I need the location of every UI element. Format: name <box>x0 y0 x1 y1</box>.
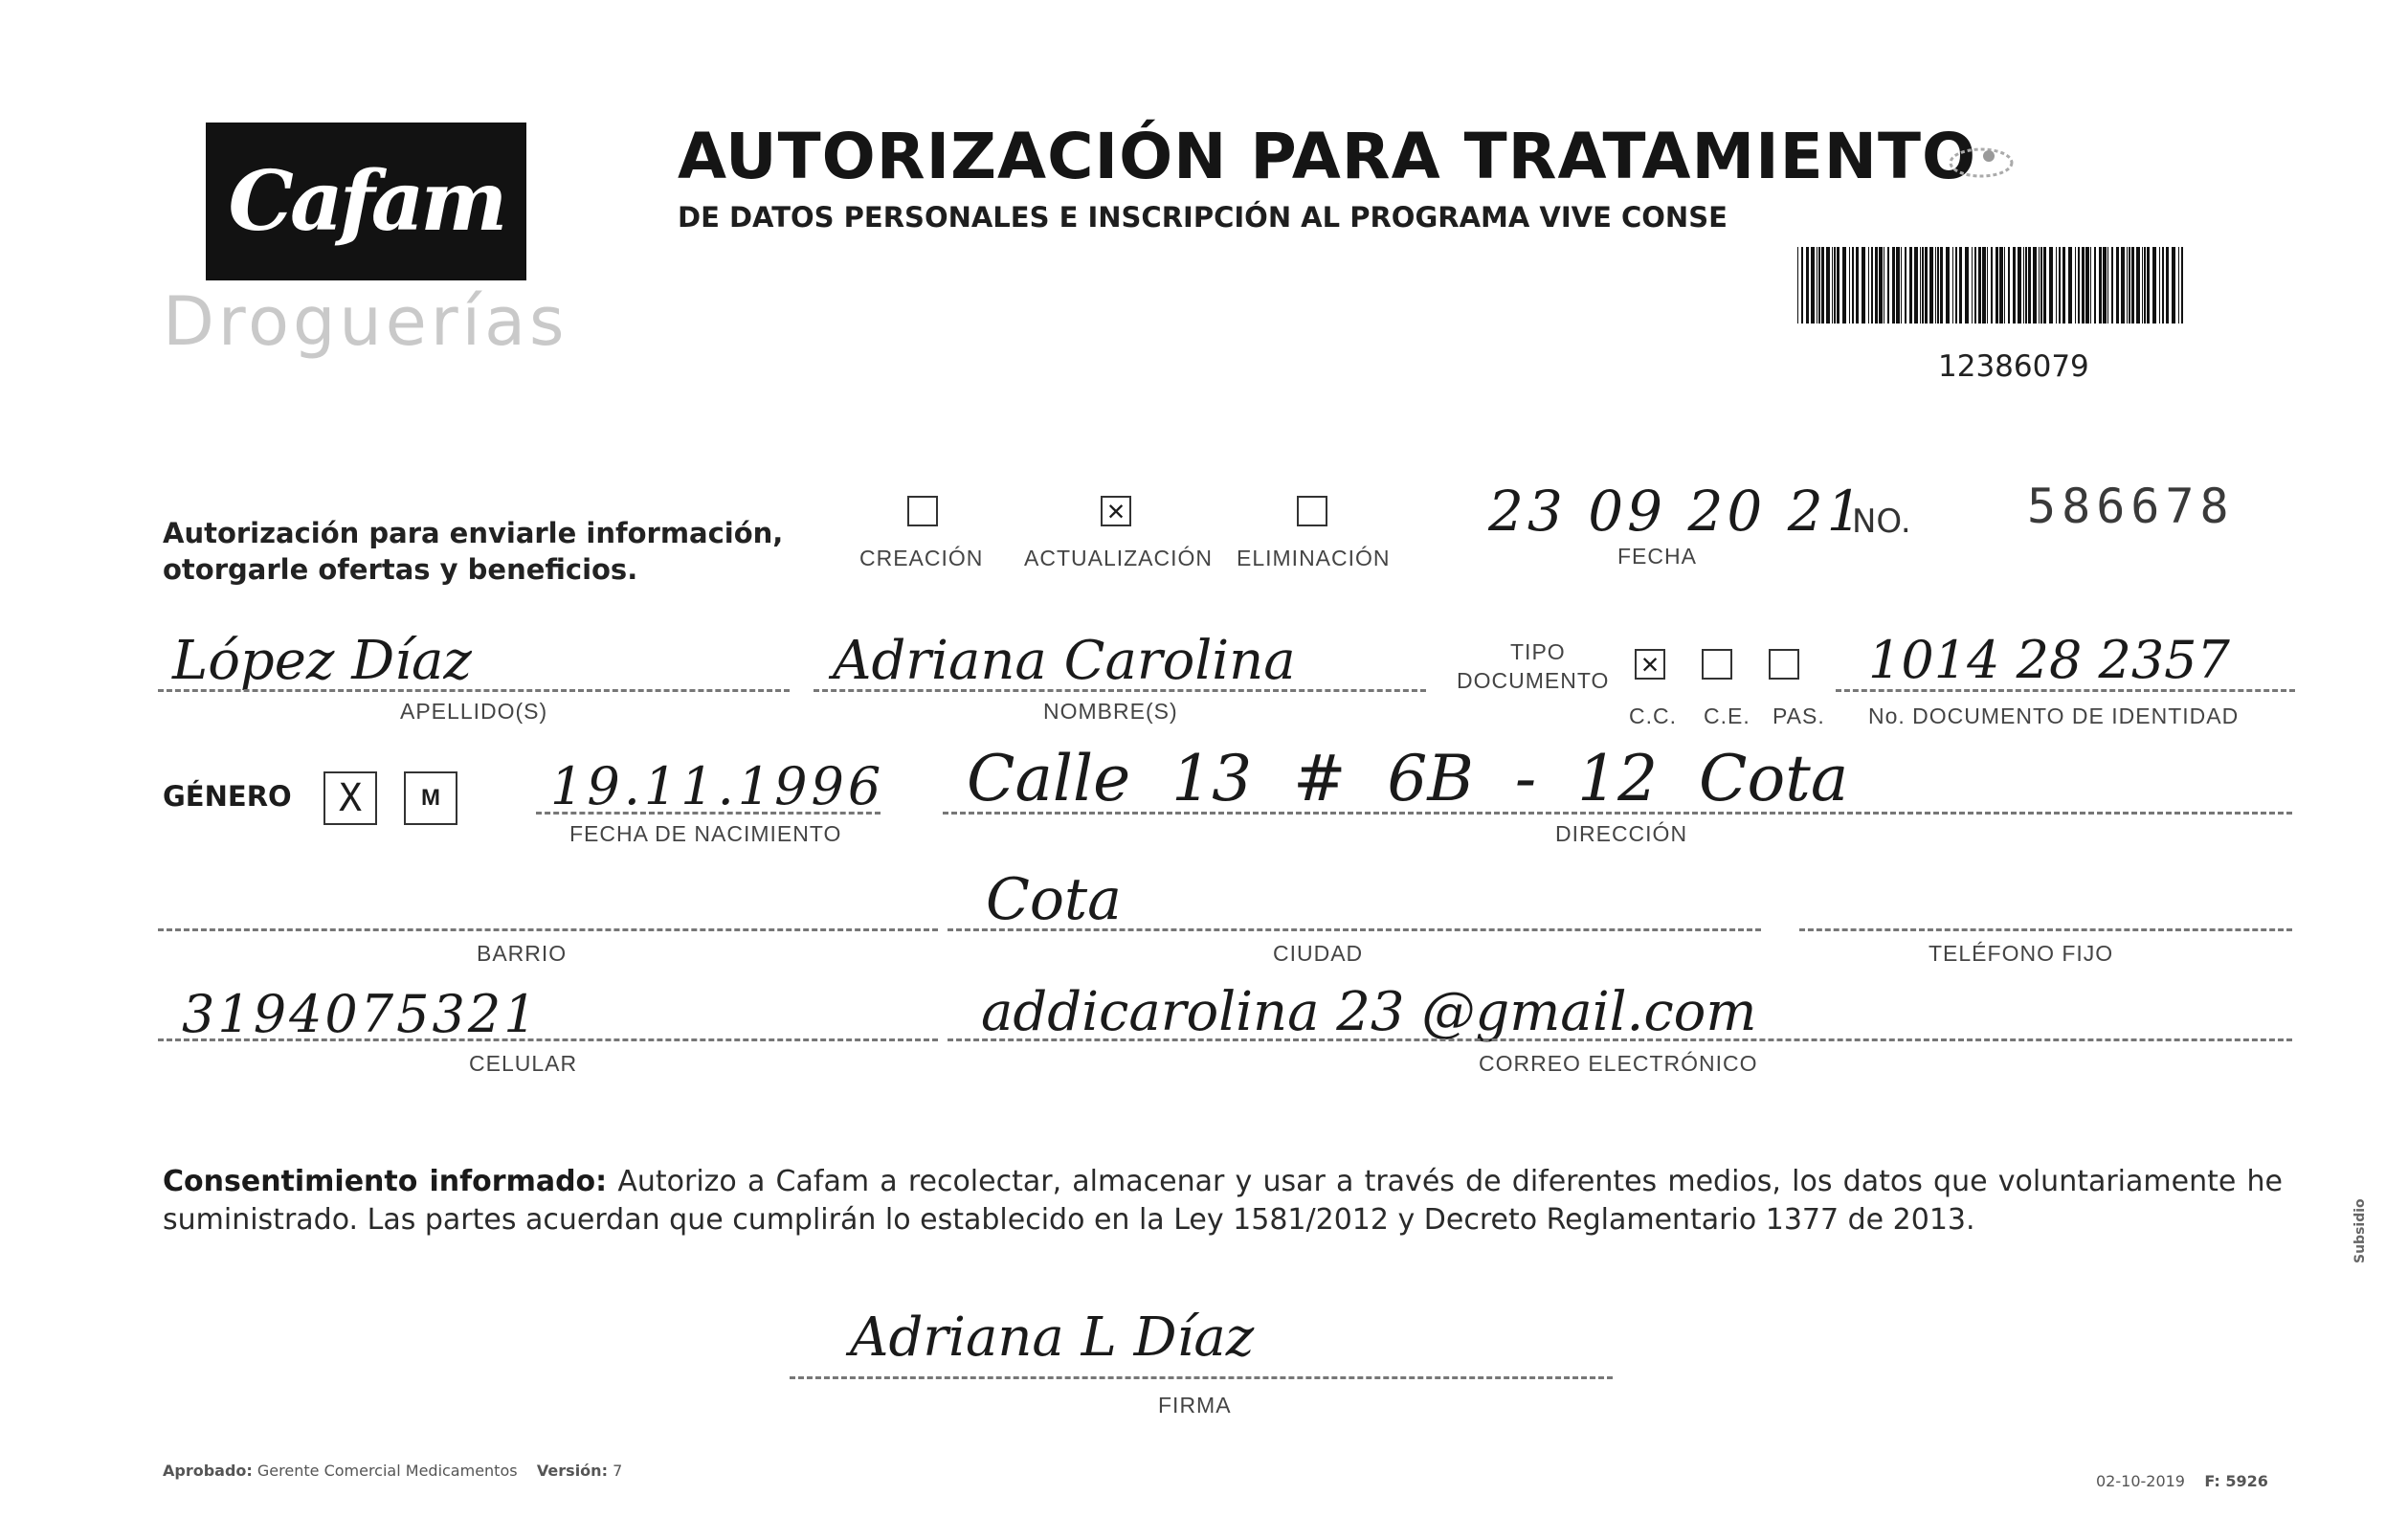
approved-value: Gerente Comercial Medicamentos <box>256 1462 518 1480</box>
fecha-value: 23 09 20 21 <box>1488 479 1866 544</box>
barcode-bar <box>2018 247 2021 324</box>
barcode-bar <box>1991 247 1993 324</box>
consent-paragraph <box>163 1163 2283 1239</box>
barcode-bar <box>1849 247 1850 324</box>
brand-subtitle: Droguerías <box>163 282 569 361</box>
barcode-bar <box>2033 247 2037 324</box>
ce-label: C.E. <box>1704 703 1750 728</box>
correo-line <box>948 1038 2292 1041</box>
doc-number-line <box>1836 689 2295 692</box>
barcode-bar <box>1856 247 1859 324</box>
barcode-bar <box>1834 247 1836 324</box>
barcode-bar <box>2068 247 2072 324</box>
barcode-bar <box>1811 247 1815 324</box>
form-code: F: 5926 <box>2204 1472 2268 1490</box>
genero-label: GÉNERO <box>163 780 292 813</box>
barcode-bar <box>2094 247 2096 324</box>
barcode-bar <box>1909 247 1912 324</box>
barcode-bar <box>2043 247 2046 324</box>
nombres-line <box>814 689 1426 692</box>
side-subsidio-text <box>2352 1043 2368 1263</box>
brand-name: Cafam <box>228 153 504 250</box>
fecha-nacimiento-value: 19.11.1996 <box>550 756 885 816</box>
barcode-bar <box>1965 247 1969 324</box>
signature-line <box>790 1376 1613 1379</box>
barcode-bar <box>1946 247 1950 324</box>
doc-number-value: 1014 28 2357 <box>1868 630 2230 690</box>
barcode-bar <box>2147 247 2150 324</box>
telefono-label: TELÉFONO FIJO <box>1929 941 2114 966</box>
signature-label: FIRMA <box>1158 1393 1232 1418</box>
barcode-bar <box>1999 247 2003 324</box>
barcode-bar <box>2131 247 2134 324</box>
creacion-checkbox[interactable] <box>907 496 938 526</box>
no-label: NO. <box>1852 502 1911 541</box>
fecha-nacimiento-label: FECHA DE NACIMIENTO <box>569 821 842 846</box>
barcode-bar <box>1837 247 1839 324</box>
ciudad-value: Cota <box>986 866 1122 933</box>
tipo-label: TIPO <box>1510 639 1566 664</box>
barcode-bar <box>1996 247 1998 324</box>
genero-f-checkbox[interactable]: X <box>323 771 377 825</box>
barcode-bar <box>2159 247 2160 324</box>
barcode-bar <box>2025 247 2027 324</box>
barcode-bar <box>1901 247 1902 324</box>
brand-logo <box>206 123 526 280</box>
telefono-line <box>1799 928 2292 931</box>
barcode-bar <box>1896 247 1900 324</box>
ciudad-line <box>948 928 1761 931</box>
side-subsidio-label: Subsidio <box>2352 1198 2368 1263</box>
barcode-bar <box>2082 247 2085 324</box>
barcode-bar <box>1806 247 1809 324</box>
barcode-bar <box>1940 247 1943 324</box>
barrio-label: BARRIO <box>477 941 568 966</box>
authorization-line-2: otorgarle ofertas y beneficios. <box>163 553 638 586</box>
barcode-icon <box>1797 247 2186 324</box>
barcode-bar <box>2040 247 2042 324</box>
nombres-label: NOMBRE(S) <box>1043 699 1178 724</box>
barcode-bar <box>1955 247 1957 324</box>
correo-label: CORREO ELECTRÓNICO <box>1479 1051 1758 1076</box>
version-value: 7 <box>613 1462 623 1480</box>
ce-checkbox[interactable] <box>1702 649 1732 680</box>
barcode-bar <box>1892 247 1895 324</box>
barcode-bar <box>2056 247 2057 324</box>
barcode-bar <box>1920 247 1921 324</box>
barcode-bar <box>1826 247 1830 324</box>
barcode-bar <box>2090 247 2091 324</box>
barcode-bar <box>1875 247 1878 324</box>
barcode-bar <box>2062 247 2065 324</box>
footer-codes <box>2096 1472 2268 1490</box>
barcode-bar <box>2103 247 2107 324</box>
genero-m-checkbox[interactable]: M <box>404 771 457 825</box>
barcode-bar <box>1974 247 1976 324</box>
barcode-bar <box>2129 247 2130 324</box>
barcode-bar <box>1952 247 1953 324</box>
cc-label: C.C. <box>1629 703 1677 728</box>
barcode-bar <box>1914 247 1918 324</box>
eliminacion-label: ELIMINACIÓN <box>1237 546 1391 570</box>
barcode-bar <box>2004 247 2005 324</box>
barcode-bar <box>2099 247 2102 324</box>
barcode-bar <box>2152 247 2156 324</box>
direccion-line <box>943 812 2292 815</box>
authorization-line-1: Autorización para enviarle información, <box>163 517 784 549</box>
barcode-bar <box>2059 247 2061 324</box>
actualizacion-label: ACTUALIZACIÓN <box>1024 546 1214 570</box>
barcode-bar <box>1959 247 1962 324</box>
nombres-value: Adriana Carolina <box>833 630 1296 692</box>
barcode-bar <box>1868 247 1869 324</box>
barcode-bar <box>2136 247 2140 324</box>
consent-lead: Consentimiento informado: <box>163 1165 608 1198</box>
barcode-bar <box>1982 247 1986 324</box>
barcode-bar <box>1929 247 1933 324</box>
barcode-bar <box>2085 247 2089 324</box>
barcode-bar <box>1887 247 1889 324</box>
actualizacion-checkbox[interactable]: ✕ <box>1101 496 1131 526</box>
consent-text: Autorizo a Cafam a recolectar, almacenar y usar a través de diferentes medios, los datos que voluntariamente he suministrado. Las partes acuerdan que cumplirán lo establecido en la Ley 1581/2012 y Decreto Reglamentario 1377 de 2013. <box>163 1165 2283 1237</box>
barcode-bar <box>2178 247 2179 324</box>
date-code: 02-10-2019 <box>2096 1472 2185 1490</box>
form-number: 586678 <box>2027 479 2235 534</box>
barcode-bar <box>2078 247 2080 324</box>
cc-checkbox[interactable]: ✕ <box>1635 649 1665 680</box>
barcode-bar <box>1922 247 1924 324</box>
ciudad-label: CIUDAD <box>1273 941 1364 966</box>
form-title: AUTORIZACIÓN PARA TRATAMIENTO <box>678 120 1977 193</box>
correo-value: addicarolina 23 @gmail.com <box>981 981 1757 1043</box>
pas-checkbox[interactable] <box>1769 649 1799 680</box>
celular-label: CELULAR <box>469 1051 578 1076</box>
apellidos-line <box>158 689 790 692</box>
creacion-label: CREACIÓN <box>859 546 984 570</box>
direccion-value: Calle 13 # 6B - 12 Cota <box>967 742 1849 815</box>
pas-label: PAS. <box>1773 703 1825 728</box>
barcode-bar <box>1905 247 1906 324</box>
eliminacion-checkbox[interactable] <box>1297 496 1327 526</box>
barcode-bar <box>2121 247 2125 324</box>
barcode-bar <box>1871 247 1873 324</box>
barcode-bar <box>2127 247 2128 324</box>
footer-approval <box>163 1462 622 1480</box>
barcode-bar <box>2075 247 2076 324</box>
barcode-bar <box>1842 247 1846 324</box>
celular-value: 3194075321 <box>182 984 540 1044</box>
apellidos-label: APELLIDO(S) <box>400 699 548 724</box>
barcode-bar <box>1797 247 1798 324</box>
barcode-bar <box>1821 247 1824 324</box>
barrio-line <box>158 928 938 931</box>
barcode-bar <box>1972 247 1973 324</box>
barcode-bar <box>2166 247 2169 324</box>
barcode-number: 12386079 <box>1938 349 2089 384</box>
fecha-nacimiento-line <box>536 812 881 815</box>
barcode-bar <box>2162 247 2164 324</box>
barcode-bar <box>2008 247 2010 324</box>
barcode-bar <box>1862 247 1865 324</box>
fecha-label: FECHA <box>1617 544 1697 569</box>
barcode-bar <box>2028 247 2031 324</box>
celular-line <box>158 1038 938 1041</box>
barcode-bar <box>2023 247 2024 324</box>
approved-label: Aprobado: <box>163 1462 253 1480</box>
barcode-bar <box>1801 247 1803 324</box>
barcode-bar <box>2116 247 2119 324</box>
apellidos-value: López Díaz <box>172 630 472 692</box>
barcode-bar <box>2111 247 2113 324</box>
barcode-bar <box>1818 247 1820 324</box>
barcode-bar <box>2049 247 2053 324</box>
barcode-bar <box>1879 247 1883 324</box>
barcode-bar <box>1987 247 1988 324</box>
documento-label: DOCUMENTO <box>1457 668 1610 693</box>
doc-number-label: No. DOCUMENTO DE IDENTIDAD <box>1868 703 2240 728</box>
barcode-bar <box>1832 247 1833 324</box>
authorization-text <box>163 515 783 588</box>
barcode-bar <box>2144 247 2146 324</box>
version-label: Versión: <box>536 1462 608 1480</box>
barcode-bar <box>1925 247 1928 324</box>
form-subtitle: DE DATOS PERSONALES E INSCRIPCIÓN AL PROGRAMA VIVE CONSE <box>678 201 1728 234</box>
barcode-bar <box>1852 247 1854 324</box>
direccion-label: DIRECCIÓN <box>1555 821 1688 846</box>
barcode-bar <box>2142 247 2143 324</box>
barcode-bar <box>2181 247 2183 324</box>
stamp-mark-icon <box>1943 139 2029 187</box>
barcode-bar <box>1978 247 1981 324</box>
barcode-bar <box>2013 247 2016 324</box>
signature-value: Adriana L Díaz <box>850 1306 1255 1369</box>
barcode-bar <box>2107 247 2108 324</box>
barcode-bar <box>1937 247 1939 324</box>
barcode-bar <box>1935 247 1936 324</box>
barcode-bar <box>2039 247 2040 324</box>
barcode-bar <box>2172 247 2175 324</box>
